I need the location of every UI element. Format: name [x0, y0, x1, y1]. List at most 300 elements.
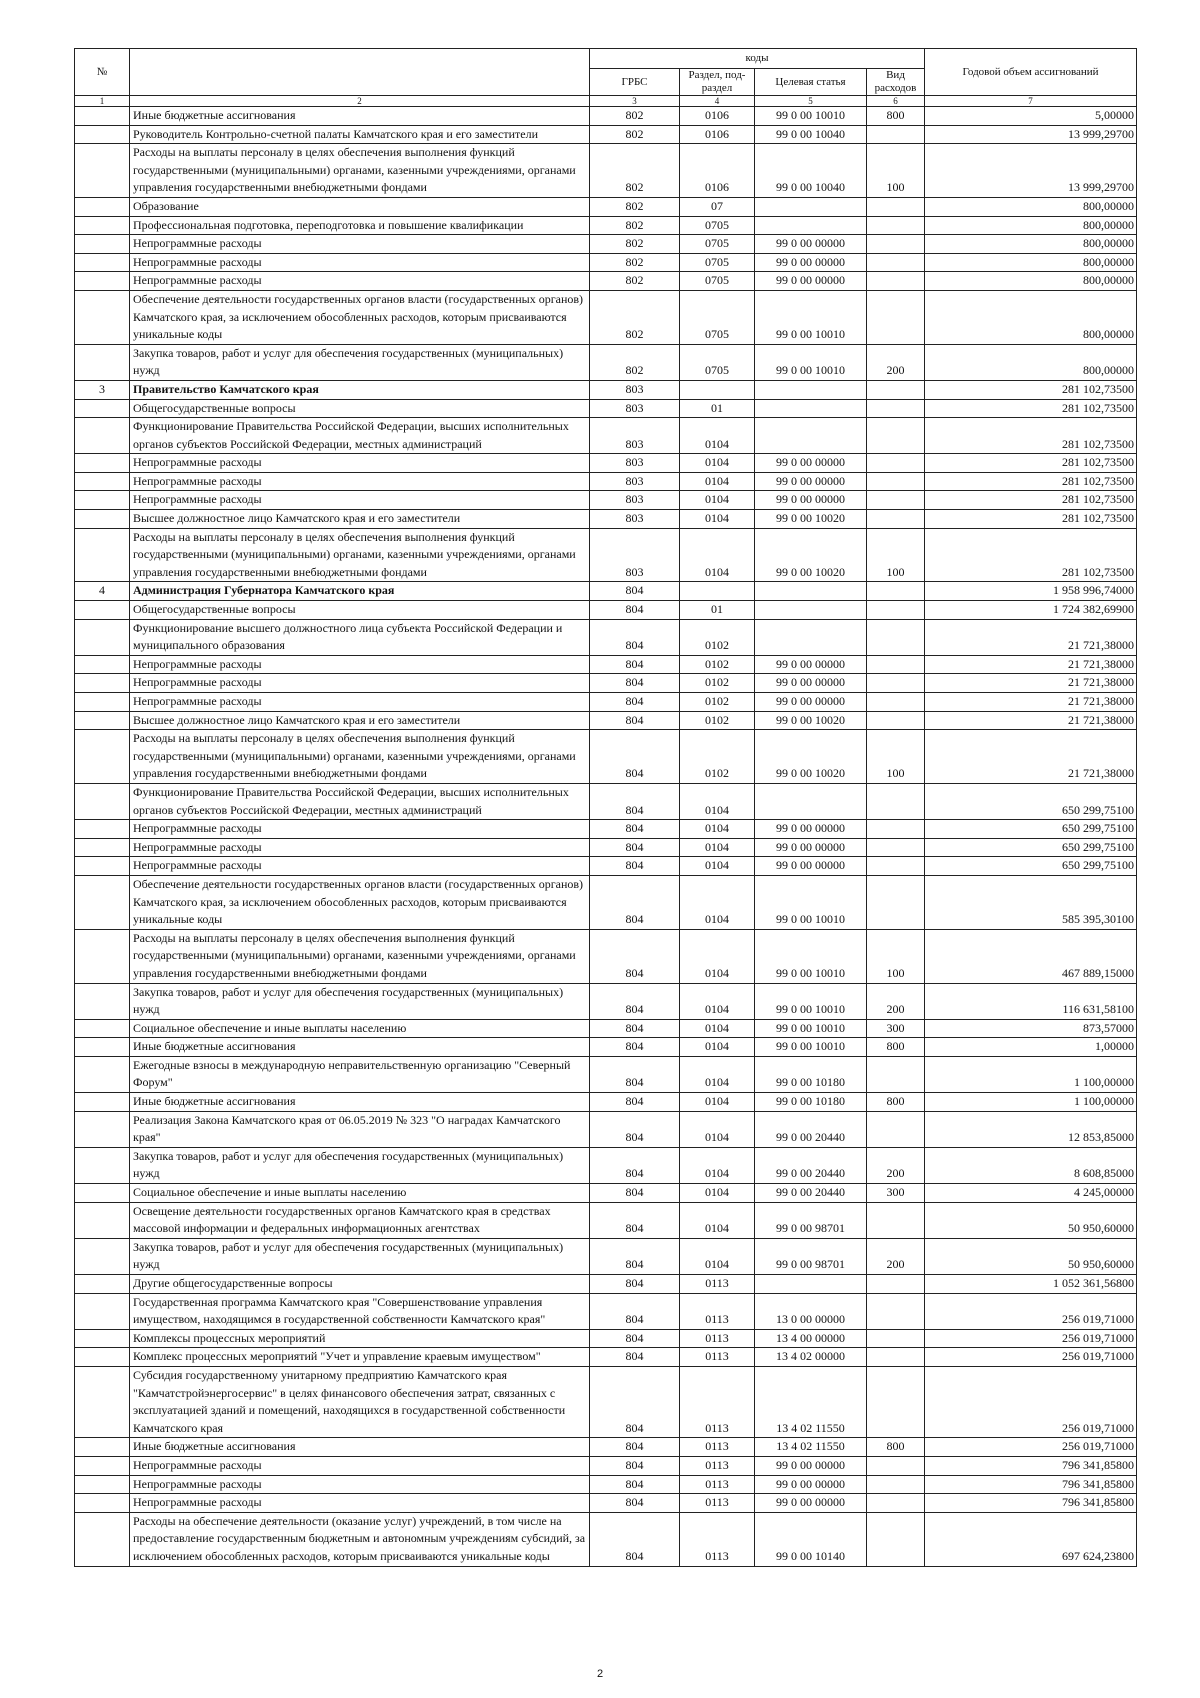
row-grbs: 804	[590, 1438, 680, 1457]
row-name: Общегосударственные вопросы	[130, 399, 590, 418]
row-grbs: 803	[590, 472, 680, 491]
row-amount: 21 721,38000	[925, 711, 1137, 730]
row-number	[75, 730, 130, 784]
table-row	[75, 1111, 1137, 1147]
row-number	[75, 1512, 130, 1566]
row-section: 0104	[680, 1238, 755, 1274]
row-number	[75, 674, 130, 693]
row-amount: 1 958 996,74000	[925, 582, 1137, 601]
row-name: Непрограммные расходы	[130, 1456, 590, 1475]
row-grbs: 804	[590, 838, 680, 857]
row-name: Непрограммные расходы	[130, 655, 590, 674]
row-target: 99 0 00 10140	[755, 1512, 867, 1566]
row-section: 0104	[680, 1202, 755, 1238]
row-amount: 800,00000	[925, 344, 1137, 380]
row-kind	[867, 711, 925, 730]
row-target: 99 0 00 00000	[755, 1456, 867, 1475]
row-target: 99 0 00 20440	[755, 1147, 867, 1183]
row-kind	[867, 197, 925, 216]
row-section: 07	[680, 197, 755, 216]
row-number	[75, 454, 130, 473]
row-target	[755, 216, 867, 235]
row-kind	[867, 619, 925, 655]
row-name: Другие общегосударственные вопросы	[130, 1275, 590, 1294]
row-number	[75, 125, 130, 144]
table-row	[75, 144, 1137, 198]
row-section: 0106	[680, 125, 755, 144]
column-numbers-row	[75, 96, 1137, 107]
row-target	[755, 601, 867, 620]
row-name: Государственная программа Камчатского края "Совершенствование управления имуществом, находящимся в государственной собственности Камчатского края"	[130, 1293, 590, 1329]
table-row	[75, 253, 1137, 272]
row-amount: 800,00000	[925, 235, 1137, 254]
row-target: 99 0 00 10010	[755, 929, 867, 983]
row-target: 13 4 02 11550	[755, 1438, 867, 1457]
row-name: Непрограммные расходы	[130, 820, 590, 839]
row-number	[75, 472, 130, 491]
row-section: 0104	[680, 820, 755, 839]
row-grbs: 802	[590, 125, 680, 144]
row-section: 0113	[680, 1293, 755, 1329]
row-section: 0104	[680, 1056, 755, 1092]
table-row	[75, 730, 1137, 784]
row-target: 99 0 00 10010	[755, 290, 867, 344]
row-kind	[867, 235, 925, 254]
row-section: 0113	[680, 1475, 755, 1494]
row-name: Администрация Губернатора Камчатского края	[130, 582, 590, 601]
row-number	[75, 216, 130, 235]
row-number	[75, 290, 130, 344]
row-target: 99 0 00 00000	[755, 454, 867, 473]
row-kind	[867, 454, 925, 473]
row-grbs: 804	[590, 1475, 680, 1494]
row-target: 99 0 00 10040	[755, 125, 867, 144]
row-number	[75, 510, 130, 529]
row-number	[75, 253, 130, 272]
row-name: Социальное обеспечение и иные выплаты населению	[130, 1184, 590, 1203]
row-name: Закупка товаров, работ и услуг для обеспечения государственных (муниципальных) нужд	[130, 1147, 590, 1183]
row-number	[75, 820, 130, 839]
row-name: Иные бюджетные ассигнования	[130, 1038, 590, 1057]
row-number: 4	[75, 582, 130, 601]
row-grbs: 803	[590, 454, 680, 473]
row-amount: 650 299,75100	[925, 783, 1137, 819]
table-row	[75, 216, 1137, 235]
row-kind	[867, 472, 925, 491]
row-number	[75, 838, 130, 857]
row-section: 0705	[680, 216, 755, 235]
row-target	[755, 582, 867, 601]
row-number	[75, 983, 130, 1019]
row-number	[75, 344, 130, 380]
row-section: 0705	[680, 290, 755, 344]
row-kind: 800	[867, 1438, 925, 1457]
row-amount: 796 341,85800	[925, 1475, 1137, 1494]
row-grbs: 804	[590, 1111, 680, 1147]
row-name: Непрограммные расходы	[130, 235, 590, 254]
row-amount: 21 721,38000	[925, 619, 1137, 655]
row-kind	[867, 125, 925, 144]
row-amount: 50 950,60000	[925, 1238, 1137, 1274]
table-row	[75, 857, 1137, 876]
row-kind	[867, 655, 925, 674]
row-name: Закупка товаров, работ и услуг для обеспечения государственных (муниципальных) нужд	[130, 1238, 590, 1274]
row-grbs: 804	[590, 857, 680, 876]
table-row	[75, 1348, 1137, 1367]
table-row	[75, 528, 1137, 582]
row-amount: 21 721,38000	[925, 655, 1137, 674]
row-target: 99 0 00 10020	[755, 528, 867, 582]
row-target: 99 0 00 10020	[755, 711, 867, 730]
row-kind	[867, 510, 925, 529]
row-grbs: 802	[590, 144, 680, 198]
row-name: Субсидия государственному унитарному предприятию Камчатского края "Камчатстройэнергосервис" в целях финансового обеспечения затрат, связанных с эксплуатацией зданий и помещений, находящихся в государственной собственности Камчатского края	[130, 1366, 590, 1437]
row-grbs: 803	[590, 510, 680, 529]
row-grbs: 804	[590, 820, 680, 839]
row-name: Иные бюджетные ассигнования	[130, 1438, 590, 1457]
table-row	[75, 290, 1137, 344]
header-target: Целевая статья	[755, 69, 867, 96]
row-number	[75, 783, 130, 819]
column-number: 2	[130, 96, 590, 107]
row-number	[75, 1456, 130, 1475]
row-number	[75, 1275, 130, 1294]
table-row	[75, 1202, 1137, 1238]
row-kind	[867, 1293, 925, 1329]
table-row	[75, 1438, 1137, 1457]
row-number	[75, 144, 130, 198]
column-number: 3	[590, 96, 680, 107]
row-target: 99 0 00 98701	[755, 1238, 867, 1274]
row-section: 0104	[680, 418, 755, 454]
row-section: 0102	[680, 711, 755, 730]
row-grbs: 804	[590, 875, 680, 929]
table-row	[75, 272, 1137, 291]
row-grbs: 804	[590, 1348, 680, 1367]
row-kind	[867, 1456, 925, 1475]
row-grbs: 804	[590, 582, 680, 601]
row-number	[75, 1184, 130, 1203]
row-kind	[867, 1512, 925, 1566]
row-target	[755, 619, 867, 655]
row-number	[75, 1038, 130, 1057]
table-row	[75, 601, 1137, 620]
row-kind	[867, 272, 925, 291]
row-name: Непрограммные расходы	[130, 838, 590, 857]
row-kind	[867, 418, 925, 454]
row-amount: 585 395,30100	[925, 875, 1137, 929]
row-name: Иные бюджетные ассигнования	[130, 1093, 590, 1112]
row-grbs: 804	[590, 1494, 680, 1513]
row-amount: 13 999,29700	[925, 125, 1137, 144]
row-amount: 12 853,85000	[925, 1111, 1137, 1147]
column-number: 6	[867, 96, 925, 107]
row-name: Расходы на выплаты персоналу в целях обеспечения выполнения функций государственными (муниципальными) органами, казенными учреждениями, органами управления государственными внебюджетными фондами	[130, 929, 590, 983]
table-row	[75, 399, 1137, 418]
row-grbs: 804	[590, 601, 680, 620]
row-number	[75, 619, 130, 655]
row-amount: 650 299,75100	[925, 820, 1137, 839]
row-kind: 300	[867, 1019, 925, 1038]
row-kind: 800	[867, 107, 925, 126]
row-number	[75, 875, 130, 929]
row-name: Непрограммные расходы	[130, 1475, 590, 1494]
table-row	[75, 107, 1137, 126]
table-row	[75, 197, 1137, 216]
row-target: 99 0 00 10010	[755, 1019, 867, 1038]
row-amount: 8 608,85000	[925, 1147, 1137, 1183]
row-section: 0113	[680, 1275, 755, 1294]
row-grbs: 803	[590, 528, 680, 582]
row-name: Расходы на выплаты персоналу в целях обеспечения выполнения функций государственными (муниципальными) органами, казенными учреждениями, органами управления государственными внебюджетными фондами	[130, 144, 590, 198]
row-amount: 281 102,73500	[925, 528, 1137, 582]
row-grbs: 804	[590, 693, 680, 712]
row-amount: 4 245,00000	[925, 1184, 1137, 1203]
row-kind	[867, 380, 925, 399]
row-section: 0102	[680, 693, 755, 712]
row-target: 99 0 00 20440	[755, 1111, 867, 1147]
row-kind: 300	[867, 1184, 925, 1203]
table-row	[75, 454, 1137, 473]
table-row	[75, 838, 1137, 857]
row-amount: 800,00000	[925, 197, 1137, 216]
row-target: 99 0 00 00000	[755, 235, 867, 254]
row-section: 0104	[680, 983, 755, 1019]
row-name: Расходы на обеспечение деятельности (оказание услуг) учреждений, в том числе на предоставление государственным бюджетным и автономным учреждениям субсидий, за исключением обособленных расходов, которым присваиваются уникальные коды	[130, 1512, 590, 1566]
row-grbs: 802	[590, 272, 680, 291]
table-row	[75, 235, 1137, 254]
row-amount: 256 019,71000	[925, 1366, 1137, 1437]
row-target: 99 0 00 10010	[755, 107, 867, 126]
row-target	[755, 197, 867, 216]
table-body	[75, 107, 1137, 1567]
row-kind	[867, 783, 925, 819]
row-name: Общегосударственные вопросы	[130, 601, 590, 620]
row-grbs: 802	[590, 253, 680, 272]
row-grbs: 804	[590, 1238, 680, 1274]
row-section: 0102	[680, 655, 755, 674]
header-num: №	[75, 49, 130, 96]
row-grbs: 803	[590, 380, 680, 399]
row-amount: 116 631,58100	[925, 983, 1137, 1019]
row-target: 99 0 00 10010	[755, 1038, 867, 1057]
row-kind	[867, 1329, 925, 1348]
row-amount: 1 724 382,69900	[925, 601, 1137, 620]
table-row	[75, 711, 1137, 730]
table-row	[75, 1275, 1137, 1294]
table-row	[75, 1494, 1137, 1513]
row-kind	[867, 582, 925, 601]
row-amount: 281 102,73500	[925, 454, 1137, 473]
row-section: 0705	[680, 253, 755, 272]
row-grbs: 804	[590, 655, 680, 674]
row-amount: 50 950,60000	[925, 1202, 1137, 1238]
row-number	[75, 528, 130, 582]
row-grbs: 804	[590, 1329, 680, 1348]
row-amount: 1,00000	[925, 1038, 1137, 1057]
row-amount: 21 721,38000	[925, 674, 1137, 693]
row-name: Обеспечение деятельности государственных органов власти (государственных органов) Камчатского края, за исключением обособленных расходов, которым присваиваются уникальные коды	[130, 875, 590, 929]
table-row	[75, 1238, 1137, 1274]
row-amount: 281 102,73500	[925, 399, 1137, 418]
row-number	[75, 1348, 130, 1367]
row-name: Непрограммные расходы	[130, 253, 590, 272]
row-number	[75, 1202, 130, 1238]
row-target	[755, 418, 867, 454]
row-grbs: 802	[590, 235, 680, 254]
column-number: 4	[680, 96, 755, 107]
row-number	[75, 107, 130, 126]
row-number	[75, 693, 130, 712]
row-name: Комплексы процессных мероприятий	[130, 1329, 590, 1348]
row-kind	[867, 601, 925, 620]
row-name: Закупка товаров, работ и услуг для обеспечения государственных (муниципальных) нужд	[130, 344, 590, 380]
row-section: 0104	[680, 1019, 755, 1038]
row-target: 99 0 00 00000	[755, 655, 867, 674]
row-kind	[867, 290, 925, 344]
row-amount: 800,00000	[925, 216, 1137, 235]
row-name: Непрограммные расходы	[130, 272, 590, 291]
row-amount: 256 019,71000	[925, 1293, 1137, 1329]
table-row	[75, 875, 1137, 929]
row-amount: 256 019,71000	[925, 1329, 1137, 1348]
row-kind	[867, 491, 925, 510]
row-number: 3	[75, 380, 130, 399]
row-target: 99 0 00 10010	[755, 344, 867, 380]
row-number	[75, 655, 130, 674]
row-grbs: 804	[590, 1512, 680, 1566]
row-name: Руководитель Контрольно-счетной палаты Камчатского края и его заместители	[130, 125, 590, 144]
page-number: 2	[596, 1668, 604, 1680]
row-number	[75, 1147, 130, 1183]
header-section: Раздел, под-раздел	[680, 69, 755, 96]
table-row	[75, 418, 1137, 454]
row-target	[755, 783, 867, 819]
row-target: 99 0 00 20440	[755, 1184, 867, 1203]
row-target: 99 0 00 00000	[755, 253, 867, 272]
row-amount: 1 100,00000	[925, 1056, 1137, 1092]
row-grbs: 803	[590, 399, 680, 418]
row-target	[755, 380, 867, 399]
row-target: 99 0 00 10180	[755, 1093, 867, 1112]
table-row	[75, 1475, 1137, 1494]
table-row	[75, 1456, 1137, 1475]
row-amount: 5,00000	[925, 107, 1137, 126]
row-target: 99 0 00 10040	[755, 144, 867, 198]
row-number	[75, 399, 130, 418]
table-row	[75, 1019, 1137, 1038]
row-name: Образование	[130, 197, 590, 216]
row-kind: 200	[867, 983, 925, 1019]
row-section: 0705	[680, 344, 755, 380]
table-row	[75, 125, 1137, 144]
row-section: 0102	[680, 619, 755, 655]
row-name: Освещение деятельности государственных органов Камчатского края в средствах массовой информации и федеральных информационных агентствах	[130, 1202, 590, 1238]
row-amount: 467 889,15000	[925, 929, 1137, 983]
row-number	[75, 197, 130, 216]
row-amount: 873,57000	[925, 1019, 1137, 1038]
row-number	[75, 1438, 130, 1457]
row-number	[75, 1019, 130, 1038]
row-target: 99 0 00 10020	[755, 730, 867, 784]
column-number: 7	[925, 96, 1137, 107]
table-row	[75, 783, 1137, 819]
row-number	[75, 1093, 130, 1112]
row-grbs: 804	[590, 783, 680, 819]
row-amount: 281 102,73500	[925, 491, 1137, 510]
row-kind: 100	[867, 144, 925, 198]
row-name: Непрограммные расходы	[130, 1494, 590, 1513]
row-kind	[867, 1366, 925, 1437]
table-row	[75, 674, 1137, 693]
row-amount: 800,00000	[925, 272, 1137, 291]
row-grbs: 802	[590, 197, 680, 216]
row-target: 99 0 00 00000	[755, 272, 867, 291]
header-name	[130, 49, 590, 96]
row-section: 0104	[680, 1038, 755, 1057]
row-name: Обеспечение деятельности государственных органов власти (государственных органов) Камчатского края, за исключением обособленных расходов, которым присваиваются уникальные коды	[130, 290, 590, 344]
row-name: Комплекс процессных мероприятий "Учет и управление краевым имуществом"	[130, 1348, 590, 1367]
row-target: 99 0 00 10010	[755, 983, 867, 1019]
row-section: 01	[680, 399, 755, 418]
row-grbs: 802	[590, 290, 680, 344]
row-name: Правительство Камчатского края	[130, 380, 590, 399]
table-row	[75, 582, 1137, 601]
header-codes: коды	[590, 49, 925, 69]
row-section: 0102	[680, 730, 755, 784]
row-name: Ежегодные взносы в международную неправительственную организацию "Северный Форум"	[130, 1056, 590, 1092]
row-number	[75, 1494, 130, 1513]
row-kind	[867, 674, 925, 693]
row-name: Непрограммные расходы	[130, 693, 590, 712]
row-number	[75, 1111, 130, 1147]
row-section: 01	[680, 601, 755, 620]
row-amount: 256 019,71000	[925, 1348, 1137, 1367]
row-kind	[867, 693, 925, 712]
table-row	[75, 1184, 1137, 1203]
row-amount: 650 299,75100	[925, 857, 1137, 876]
row-section: 0104	[680, 491, 755, 510]
table-row	[75, 619, 1137, 655]
row-grbs: 804	[590, 1275, 680, 1294]
row-target: 99 0 00 10020	[755, 510, 867, 529]
row-kind	[867, 1348, 925, 1367]
table-row	[75, 1056, 1137, 1092]
row-kind	[867, 253, 925, 272]
row-number	[75, 711, 130, 730]
row-name: Непрограммные расходы	[130, 674, 590, 693]
row-amount: 256 019,71000	[925, 1438, 1137, 1457]
table-row	[75, 820, 1137, 839]
row-target: 99 0 00 00000	[755, 491, 867, 510]
table-row	[75, 1038, 1137, 1057]
row-target: 13 4 02 00000	[755, 1348, 867, 1367]
row-target	[755, 1275, 867, 1294]
row-grbs: 802	[590, 107, 680, 126]
row-section: 0104	[680, 1093, 755, 1112]
row-number	[75, 418, 130, 454]
row-amount: 21 721,38000	[925, 730, 1137, 784]
row-target: 99 0 00 98701	[755, 1202, 867, 1238]
row-grbs: 802	[590, 216, 680, 235]
row-target: 99 0 00 00000	[755, 820, 867, 839]
row-name: Высшее должностное лицо Камчатского края и его заместители	[130, 711, 590, 730]
table-row	[75, 491, 1137, 510]
table-row	[75, 510, 1137, 529]
row-number	[75, 1329, 130, 1348]
row-section: 0113	[680, 1512, 755, 1566]
row-amount: 650 299,75100	[925, 838, 1137, 857]
